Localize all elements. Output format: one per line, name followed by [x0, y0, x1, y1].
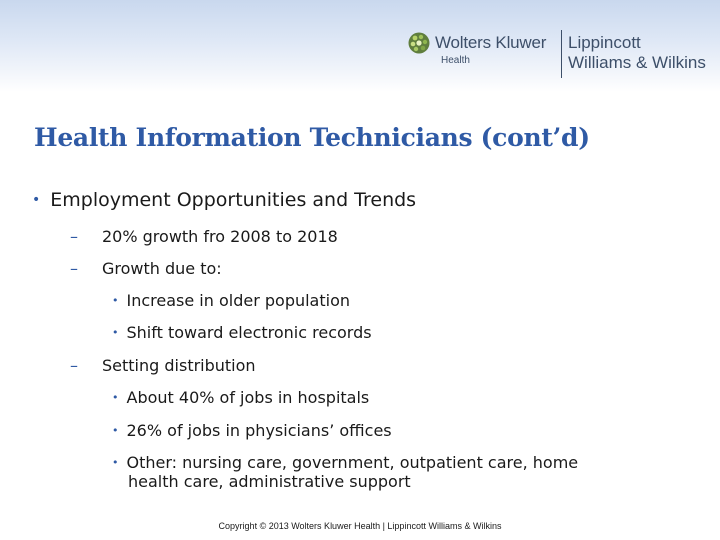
bullet-icon: • [32, 192, 41, 208]
subbullet-text: Setting distribution [102, 356, 256, 375]
logo-wolters-kluwer: Wolters Kluwer [435, 33, 547, 52]
copyright-footer: Copyright © 2013 Wolters Kluwer Health | Lippincott Williams & Wilkins [218, 521, 502, 531]
list-item-other-settings-continued: health care, administrative support [128, 472, 411, 491]
bullet-icon: • [112, 456, 119, 469]
subbullet-growth-rate [70, 227, 338, 246]
logo-lippincott: Lippincott [568, 33, 641, 52]
list-item-hospitals [112, 388, 369, 407]
slide-title: Health Information Technicians (cont’d) [34, 123, 590, 152]
bullet-employment [32, 189, 416, 211]
bullet-icon: • [112, 424, 119, 437]
dash-icon: – [70, 227, 78, 246]
list-item-electronic-records [112, 323, 372, 342]
list-item-text: About 40% of jobs in hospitals [126, 388, 370, 407]
logo-williams-wilkins: Williams & Wilkins [568, 53, 706, 72]
bullet-icon: • [112, 326, 119, 339]
dash-icon: – [70, 356, 78, 375]
list-item-physicians-offices [112, 421, 392, 440]
list-item-text: Increase in older population [126, 291, 351, 310]
list-item-text: 26% of jobs in physicians’ offices [126, 421, 392, 440]
subbullet-text: 20% growth fro 2008 to 2018 [102, 227, 338, 246]
list-item-text: Shift toward electronic records [126, 323, 372, 342]
list-item-text: Other: nursing care, government, outpatient care, home [126, 453, 579, 472]
subbullet-text: Growth due to: [102, 259, 222, 278]
list-item-older-population [112, 291, 350, 310]
list-item-other-settings [112, 453, 578, 472]
wolters-kluwer-globe-icon [408, 32, 430, 54]
subbullet-setting-distribution [70, 356, 256, 375]
bullet-text: Employment Opportunities and Trends [50, 189, 417, 211]
subbullet-growth-due [70, 259, 222, 278]
bullet-icon: • [112, 294, 119, 307]
dash-icon: – [70, 259, 78, 278]
logo-health: Health [441, 55, 470, 66]
logo-divider [561, 30, 562, 78]
bullet-icon: • [112, 391, 119, 404]
